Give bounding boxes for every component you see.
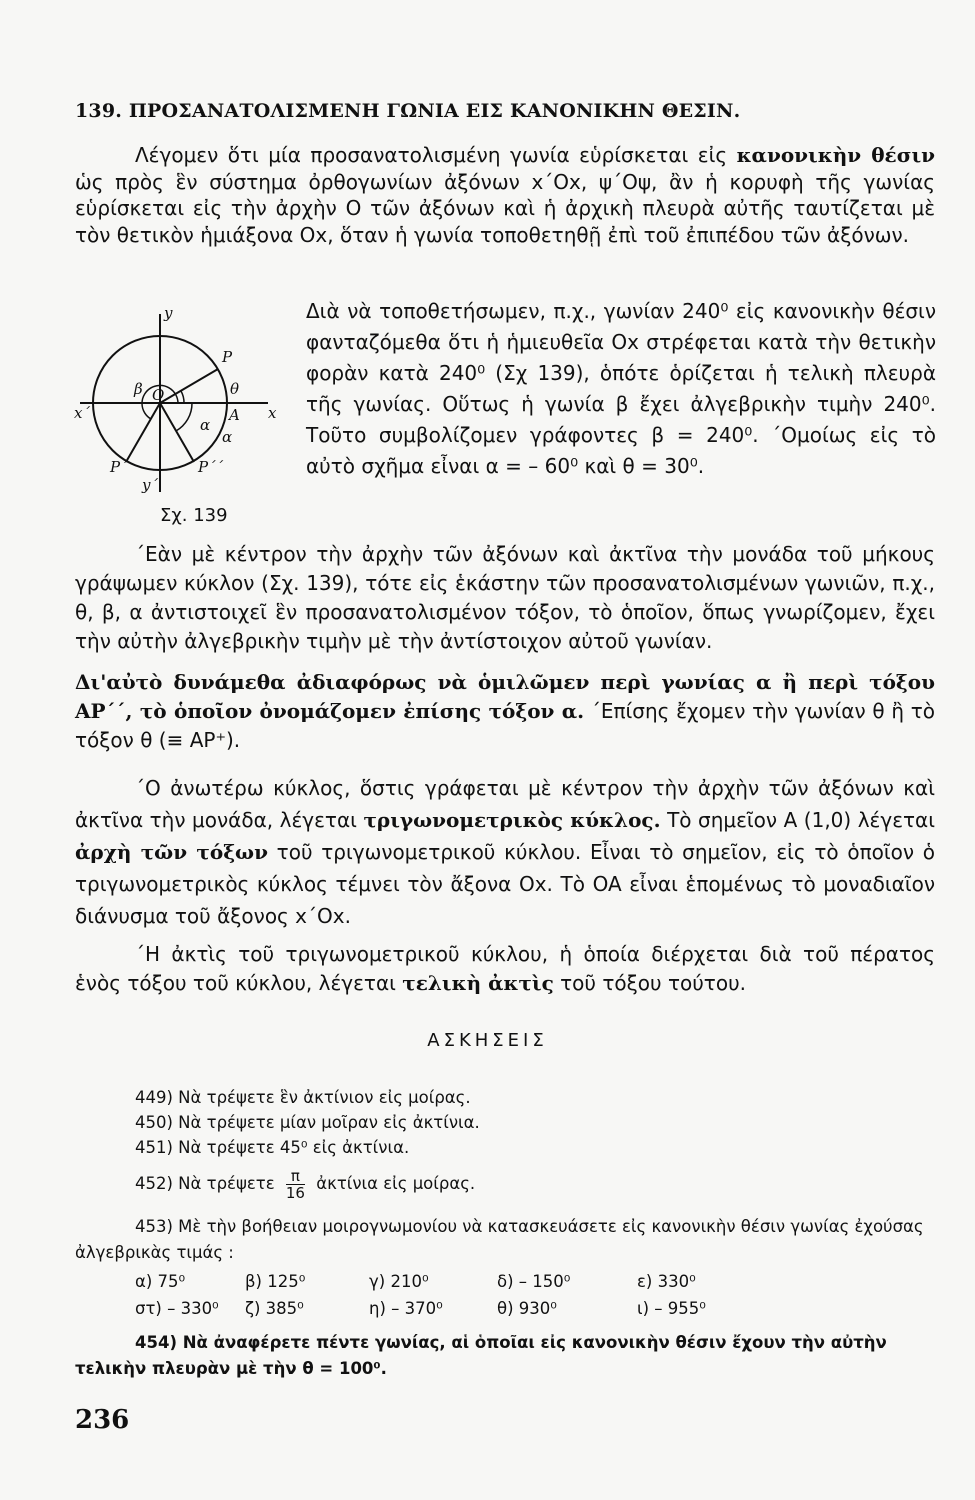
exercise-452: 452) Νὰ τρέψετε $\frac{\pi}{16}$ ἀκτίνια εἰς μοίρας. — [135, 1167, 476, 1202]
terminal-side-theta — [160, 369, 218, 403]
terminal-side-beta — [126, 403, 160, 462]
exercise-453: 453) Μὲ τὴν βοήθειαν μοιρογνωμονίου νὰ κατασκευάσετε εἰς κανονικὴν θέσιν γωνίας ἐχούσας ἀλγεβρικὰς τιμάς : — [75, 1217, 924, 1262]
value-item: ι) – 955⁰ — [637, 1299, 706, 1318]
value-item: δ) – 150⁰ — [497, 1272, 571, 1291]
label-x: x — [268, 404, 277, 422]
paragraph-terminal-radius: ΄Η ἀκτὶς τοῦ τριγωνομετρικοῦ κύκλου, ἡ ὁποία διέρχεται διὰ τοῦ πέρατος ἑνὸς τόξου τοῦ κύκλου, λέγεται τελικὴ ἀκτὶς τοῦ τόξου τούτου. — [75, 942, 935, 995]
value-item: γ) 210⁰ — [369, 1272, 429, 1291]
arc-alpha — [176, 403, 192, 431]
value-item: β) 125⁰ — [245, 1272, 306, 1291]
value-item: ε) 330⁰ — [637, 1272, 696, 1291]
exercise-451: 451) Νὰ τρέψετε 45⁰ εἰς ἀκτίνια. — [135, 1138, 410, 1157]
arc-theta — [181, 391, 184, 403]
label-y: y — [164, 304, 173, 322]
paragraph-trig-circle: ΄Ο ἀνωτέρω κύκλος, ὅστις γράφεται μὲ κέντρον τὴν ἀρχὴν τῶν ἀξόνων καὶ ἀκτῖνα τὴν μονάδα, λέγεται τριγωνομετρικὸς κύκλος. Τὸ σημεῖον A (1,0) λέγεται ἀρχὴ τῶν τόξων τοῦ τριγωνομετρικοῦ κύκλου. Εἶναι τὸ σημεῖον, εἰς τὸ ὁποῖον ὁ τριγωνομετρικὸς κύκλος τέμνει τὸν ἄξονα Ox. Τὸ OA εἶναι ἑπομένως τὸ μοναδιαῖον διάνυσμα τοῦ ἄξονος x΄Ox. — [75, 776, 935, 928]
exercise-450: 450) Νὰ τρέψετε μίαν μοῖραν εἰς ἀκτίνια. — [135, 1113, 480, 1132]
figure-caption: Σχ. 139 — [160, 505, 228, 526]
paragraph-example-240: Διὰ νὰ τοποθετήσωμεν, π.χ., γωνίαν 240⁰ εἰς κανονικὴν θέσιν φανταζόμεθα ὅτι ἡ ἡμιευθεῖα Ox στρέφεται κατὰ τὴν θετικὴν φορὰν κατὰ 240⁰ (Σχ 139), ὁπότε ὁρίζεται ἡ τελικὴ πλευρὰ τῆς γωνίας. Οὕτως ἡ γωνία β ἔχει ἀλγεβρικὴν τιμὴν 240⁰. Τοῦτο συμβολίζομεν γράφοντες β = 240⁰. ΄Ομοίως εἰς τὸ αὐτὸ σχῆμα εἶναι α = – 60⁰ καὶ θ = 30⁰. — [306, 299, 936, 478]
term-canonical-position: κανονικὴν θέσιν — [736, 143, 935, 167]
value-item: η) – 370⁰ — [369, 1299, 443, 1318]
label-beta: β — [134, 380, 143, 398]
value-item: θ) 930⁰ — [497, 1299, 557, 1318]
label-O: O — [152, 386, 165, 404]
label-alpha-outer: α — [222, 428, 233, 446]
label-P: P — [222, 348, 233, 366]
value-item: ζ) 385⁰ — [245, 1299, 304, 1318]
label-P-prime: P΄ — [110, 458, 128, 476]
paragraph-angle-arc-equivalence: Δι'αὐτὸ δυνάμεθα ἀδιαφόρως νὰ ὁμιλῶμεν περὶ γωνίας α ἢ περὶ τόξου AP΄΄, τὸ ὁποῖον ὀνομάζομεν ἐπίσης τόξον α. ΄Επίσης ἔχομεν τὴν γωνίαν θ ἢ τὸ τόξον θ (≡ AP⁺). — [75, 670, 936, 752]
label-A: A — [229, 406, 240, 424]
term-trig-circle: τριγωνομετρικὸς κύκλος. — [363, 808, 661, 832]
label-theta: θ — [230, 380, 240, 398]
fraction-pi-over-16: $\frac{\pi}{16}$ — [285, 1167, 305, 1202]
figure-139-diagram — [72, 302, 292, 534]
exercise-449: 449) Νὰ τρέψετε ἓν ἀκτίνιον εἰς μοίρας. — [135, 1088, 471, 1107]
section-title: 139. ΠΡΟΣΑΝΑΤΟΛΙΣΜΕΝΗ ΓΩΝΙΑ ΕΙΣ ΚΑΝΟΝΙΚΗΝ ΘΕΣΙΝ. — [75, 100, 741, 122]
paragraph-definition: Λέγομεν ὅτι μία προσανατολισμένη γωνία εὑρίσκεται εἰς κανονικὴν θέσιν ὡς πρὸς ἓν σύστημα ὀρθογωνίων ἀξόνων x΄Ox, ψ΄Oψ, ἂν ἡ κορυφὴ τῆς γωνίας εὑρίσκεται εἰς τὴν ἀρχὴν O τῶν ἀξόνων καὶ ἡ ἀρχικὴ πλευρὰ αὐτῆς ταυτίζεται μὲ τὸν θετικὸν ἡμιάξονα Ox, ὅταν ἡ γωνία τοποθετηθῇ ἐπὶ τοῦ ἐπιπέδου τῶν ἀξόνων. — [75, 143, 935, 247]
label-alpha: α — [200, 416, 211, 434]
exercises-heading: ΑΣΚΗΣΕΙΣ — [427, 1030, 548, 1051]
value-item: στ) – 330⁰ — [135, 1299, 219, 1318]
value-item: α) 75⁰ — [135, 1272, 186, 1291]
terminal-side-alpha — [160, 403, 194, 462]
label-x-prime: x΄ — [74, 404, 90, 422]
term-terminal-radius: τελικὴ ἀκτὶς — [402, 971, 554, 995]
label-y-prime: y΄ — [142, 476, 158, 494]
exercise-454: 454) Νὰ ἀναφέρετε πέντε γωνίας, αἱ ὁποῖαι εἰς κανονικὴν θέσιν ἔχουν τὴν αὐτὴν τελικὴν πλευρὰν μὲ τὴν θ = 100⁰. — [75, 1333, 887, 1378]
paragraph-oriented-arc: ΄Εὰν μὲ κέντρον τὴν ἀρχὴν τῶν ἀξόνων καὶ ἀκτῖνα τὴν μονάδα τοῦ μήκους γράψωμεν κύκλον (Σχ. 139), τότε εἰς ἑκάστην τῶν προσανατολισμένων γωνιῶν, π.χ., θ, β, α ἀντιστοιχεῖ ἓν προσανατολισμένον τόξον, τὸ ὁποῖον, ὅπως γνωρίζομεν, ἔχει τὴν αὐτὴν ἀλγεβρικὴν τιμὴν μὲ τὴν ἀντίστοιχον αὐτοῦ γωνίαν. — [75, 542, 935, 653]
page-number: 236 — [75, 1405, 130, 1435]
label-P-double-prime: P΄΄ — [198, 458, 224, 476]
term-arc-origin: ἀρχὴ τῶν τόξων — [75, 840, 268, 864]
